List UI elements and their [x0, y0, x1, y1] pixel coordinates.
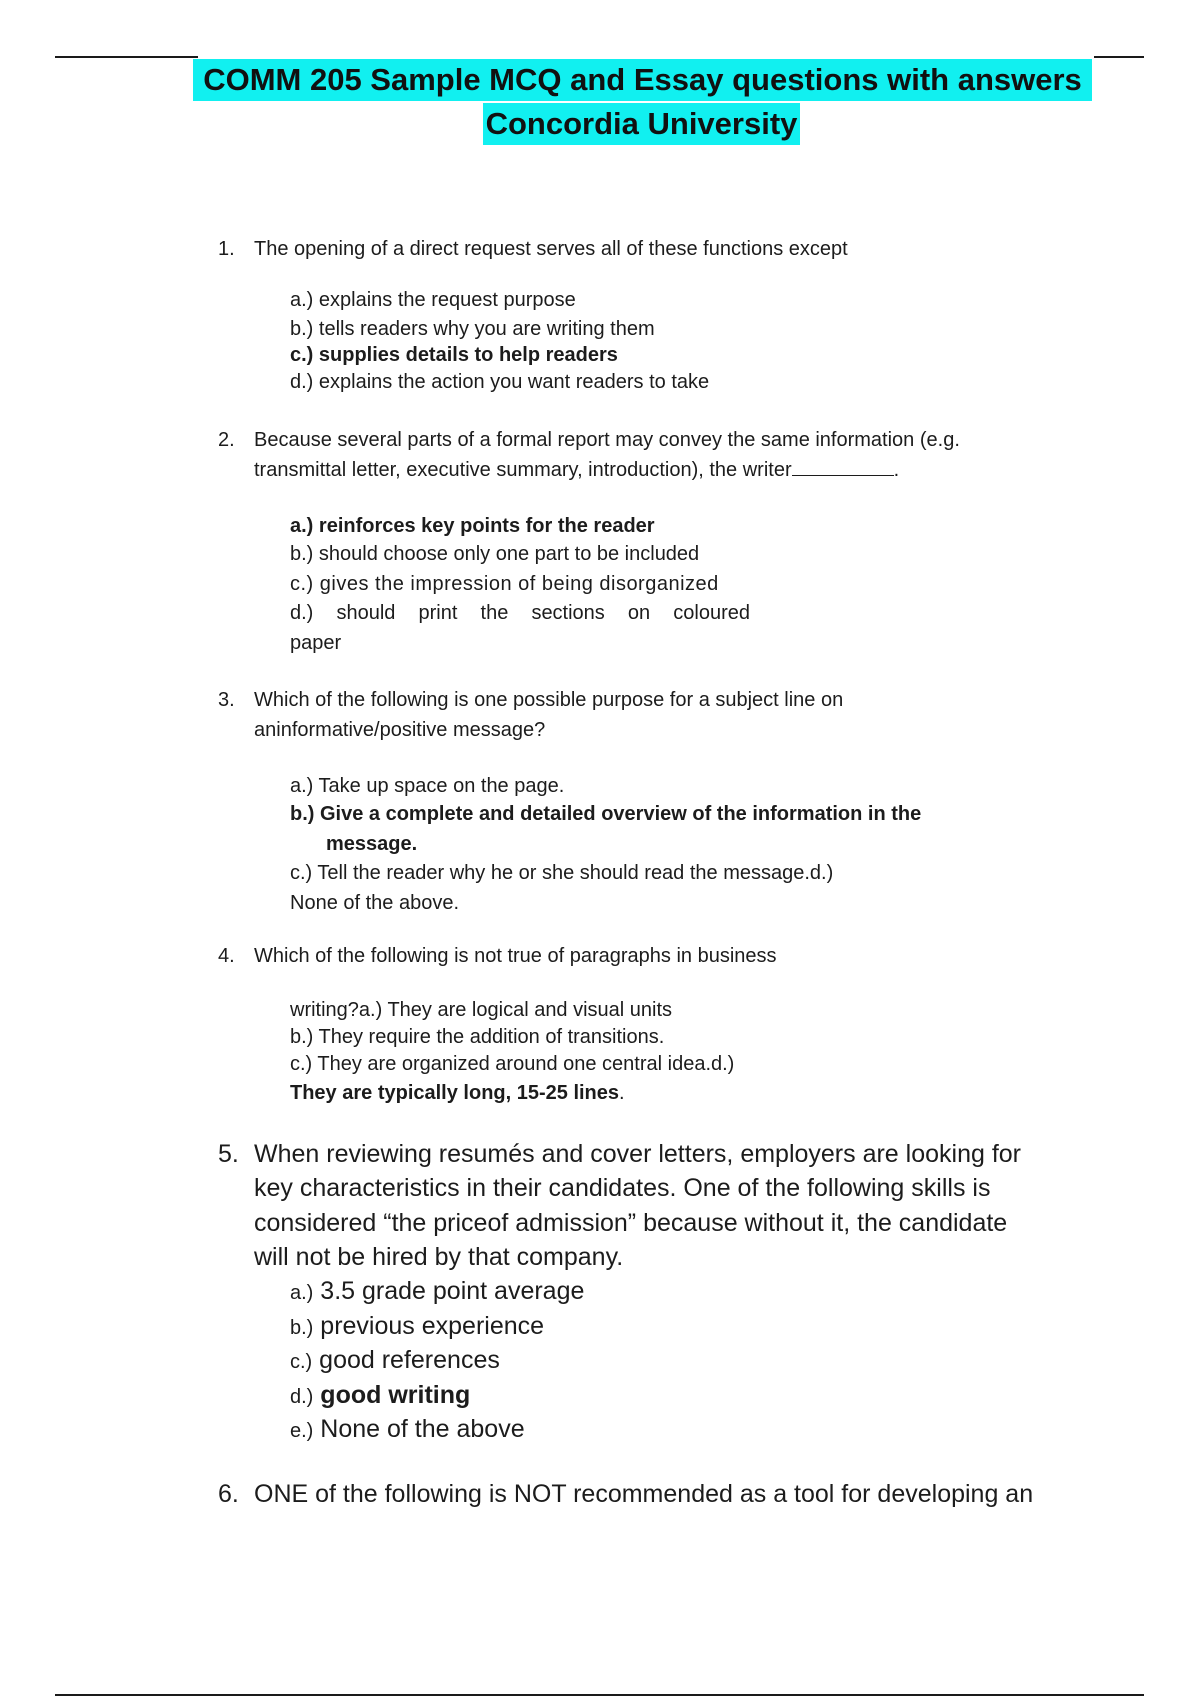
- question-text-line1: Which of the following is one possible purpose for a subject line on: [254, 689, 844, 711]
- question-number: 3.: [218, 689, 235, 711]
- question-text-line2: transmittal letter, executive summary, introduction), the writer .: [254, 459, 900, 481]
- option-d-answer: They are typically long, 15-25 lines.: [290, 1082, 625, 1104]
- option-b: b.) should choose only one part to be included: [290, 543, 700, 565]
- option-a-answer: a.) reinforces key points for the reader: [290, 515, 655, 537]
- question-number: 2.: [218, 429, 235, 451]
- option-d: d.) should print the sections on coloured: [290, 602, 750, 624]
- question-text-line4: will not be hired by that company.: [254, 1243, 624, 1271]
- option-b: b.) They require the addition of transitions.: [290, 1026, 665, 1048]
- option-d: None of the above.: [290, 892, 460, 914]
- question-text-line2: aninformative/positive message?: [254, 719, 546, 741]
- question-number: 1.: [218, 238, 235, 260]
- question-number: 5.: [218, 1140, 239, 1168]
- question-text: ONE of the following is NOT recommended as a tool for developing an: [254, 1480, 1034, 1508]
- bottom-rule: [55, 1694, 1144, 1696]
- option-c: c.) good references: [290, 1346, 500, 1374]
- option-a: a.) explains the request purpose: [290, 289, 576, 311]
- option-d: d.) explains the action you want readers to take: [290, 371, 710, 393]
- question-text: The opening of a direct request serves all of these functions except: [254, 238, 848, 260]
- option-a: a.) Take up space on the page.: [290, 775, 565, 797]
- question-text-line2: key characteristics in their candidates. One of the following skills is: [254, 1174, 991, 1202]
- document-subtitle: Concordia University: [483, 103, 800, 145]
- option-b: b.) tells readers why you are writing them: [290, 318, 655, 340]
- option-c-answer: c.) supplies details to help readers: [290, 344, 618, 366]
- option-b-continuation: message.: [326, 833, 418, 855]
- option-d-answer: d.) good writing: [290, 1381, 471, 1409]
- question-number: 6.: [218, 1480, 239, 1508]
- option-c: c.) Tell the reader why he or she should read the message.d.): [290, 862, 834, 884]
- question-number: 4.: [218, 945, 235, 967]
- option-e: e.) None of the above: [290, 1415, 525, 1443]
- option-a: a.) 3.5 grade point average: [290, 1277, 585, 1305]
- option-c: c.) gives the impression of being disorganized: [290, 573, 719, 595]
- option-b-answer: b.) Give a complete and detailed overview of the information in the: [290, 803, 922, 825]
- document-title: COMM 205 Sample MCQ and Essay questions with answers: [193, 59, 1092, 101]
- option-b: b.) previous experience: [290, 1312, 545, 1340]
- question-text-line3: considered “the priceof admission” because without it, the candidate: [254, 1209, 1008, 1237]
- top-rule-left: [55, 56, 198, 58]
- question-text-line1: When reviewing resumés and cover letters, employers are looking for: [254, 1140, 1022, 1168]
- top-rule-right: [1094, 56, 1144, 58]
- option-c: c.) They are organized around one central idea.d.): [290, 1053, 735, 1075]
- question-text: Which of the following is not true of paragraphs in business: [254, 945, 777, 967]
- option-a: writing?a.) They are logical and visual units: [290, 999, 673, 1021]
- answer-blank: [792, 457, 894, 476]
- option-d-continuation: paper: [290, 632, 342, 654]
- question-text-line1: Because several parts of a formal report may convey the same information (e.g.: [254, 429, 960, 451]
